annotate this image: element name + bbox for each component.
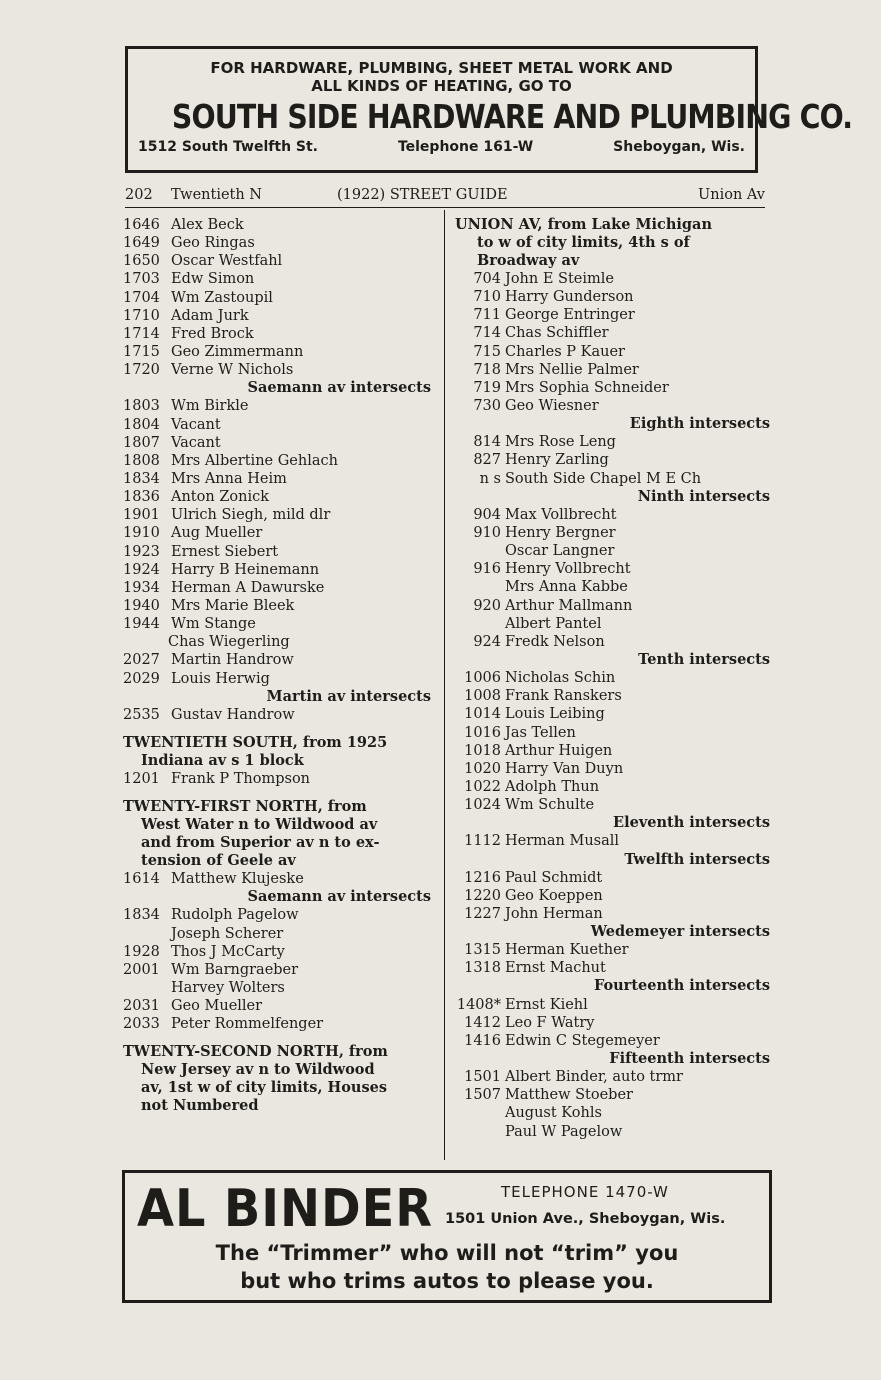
house-number: 1940 [123,597,160,614]
resident-name: Mrs Albertine Gehlach [171,452,338,469]
resident-name: Ernst Machut [505,960,606,977]
house-number: 1714 [123,325,160,342]
intersection-label: Ninth intersects [637,487,770,505]
resident-name: Ernst Kiehl [505,996,588,1013]
resident-name: Max Vollbrecht [505,506,617,523]
directory-entry [455,1086,770,1104]
header-left-title: Twentieth N [171,187,262,203]
resident-name: Henry Vollbrecht [505,561,631,578]
resident-name: Chas Schiffler [505,325,609,342]
house-number: 1018 [464,742,501,759]
directory-entry [455,669,770,687]
resident-name: Herman Kuether [505,942,629,959]
intersection-label: Martin av intersects [266,687,431,705]
ad-brand: AL BINDER [137,1179,433,1239]
house-number: 2001 [123,961,160,978]
directory-entry [123,397,441,415]
resident-name: George Entringer [505,307,635,324]
house-number: 1704 [123,289,160,306]
house-number: 1020 [464,760,501,777]
directory-entry [455,524,770,542]
resident-name: Matthew Stoeber [505,1087,633,1104]
right-column [455,216,770,1141]
directory-entry [455,941,770,959]
directory-entry [123,289,441,307]
directory-entry [455,324,770,342]
house-number: 1646 [123,217,160,233]
house-number: 1201 [123,770,160,787]
resident-name: Wm Zastoupil [171,289,273,306]
column-divider [444,210,445,1160]
house-number: 827 [473,452,501,469]
house-number: 1944 [123,616,160,633]
directory-entry [455,1104,770,1122]
directory-entry [455,1068,770,1086]
resident-name: Albert Binder, auto trmr [505,1069,683,1086]
house-number: 1803 [123,398,160,415]
header-right-title: Union Av [698,187,765,203]
street-heading-line: TWENTY-SECOND NORTH, from [123,1043,388,1061]
resident-name: Geo Zimmermann [171,343,304,360]
house-number: n s [479,470,501,487]
directory-entry [123,506,441,524]
resident-name: John E Steimle [505,271,614,287]
resident-name: Paul W Pagelow [505,1123,623,1140]
directory-entry [123,543,441,561]
resident-name: Nicholas Schin [505,670,616,687]
house-number: 711 [473,307,501,324]
directory-entry [455,306,770,324]
house-number: 1016 [464,724,501,741]
street-heading [123,1043,441,1115]
resident-name: Mrs Marie Bleek [171,597,295,614]
directory-entry [455,1032,770,1050]
resident-name: Mrs Anna Kabbe [505,579,628,596]
street-heading-line: UNION AV, from Lake Michigan [455,216,712,233]
resident-name: Geo Koeppen [505,887,603,904]
directory-entry [123,452,441,470]
resident-name: Geo Wiesner [505,397,599,414]
resident-name: Charles P Kauer [505,343,625,360]
directory-entry [455,270,770,288]
directory-entry [123,579,441,597]
house-number: 814 [473,434,501,451]
directory-entry [123,488,441,506]
resident-name: August Kohls [505,1105,602,1122]
house-number: 1807 [123,434,160,451]
house-number: 1834 [123,907,160,924]
house-number: 1710 [123,307,160,324]
resident-name: Louis Herwig [171,670,270,687]
house-number: 719 [473,379,501,396]
directory-entry [123,1015,441,1033]
house-number: 1923 [123,543,160,560]
resident-name: Joseph Scherer [171,925,284,942]
directory-entry [123,561,441,579]
bottom-advertisement [122,1170,772,1303]
resident-name: Frank Ranskers [505,688,622,705]
house-number: 1408* [456,996,501,1013]
directory-entry [455,615,770,633]
resident-name: Adolph Thun [505,778,600,795]
spacer [123,1033,441,1043]
directory-entry [123,670,441,688]
resident-name: Harry Van Duyn [505,760,624,777]
resident-name: Harvey Wolters [171,979,285,996]
ad-slogan-line-2: but who trims autos to please you. [240,1269,654,1293]
resident-name: Matthew Klujeske [171,871,304,888]
directory-entry [123,961,441,979]
resident-name: South Side Chapel M E Ch [505,470,702,487]
resident-name: Louis Leibing [505,706,605,723]
intersection-label: Twelfth intersects [624,850,770,868]
directory-entry [455,542,770,560]
resident-name: Herman Musall [505,833,620,850]
resident-name: Oscar Langner [505,543,615,560]
directory-entry [123,906,441,924]
house-number: 1934 [123,579,160,596]
house-number: 1715 [123,343,160,360]
house-number: 1924 [123,561,160,578]
directory-entry [455,905,770,923]
directory-entry [123,216,441,234]
ad-address: 1512 South Twelfth St. [138,139,318,155]
directory-entry [123,470,441,488]
house-number: 1808 [123,452,160,469]
directory-entry [123,252,441,270]
directory-entry [455,397,770,415]
directory-entry [123,270,441,288]
house-number: 2033 [123,1016,160,1033]
directory-entry [123,307,441,325]
resident-name: Mrs Anna Heim [171,470,287,487]
directory-entry [455,361,770,379]
resident-name: Albert Pantel [505,615,602,632]
house-number: 1024 [464,797,501,814]
directory-entry [455,343,770,361]
resident-name: Rudolph Pagelow [171,907,299,924]
resident-name: Wm Stange [171,616,256,633]
house-number: 1315 [464,942,501,959]
house-number: 1220 [464,887,501,904]
house-number: 1501 [464,1069,501,1086]
directory-entry [123,325,441,343]
house-number: 1014 [464,706,501,723]
house-number: 924 [473,633,501,650]
resident-name: Oscar Westfahl [171,253,283,270]
street-heading [123,798,441,870]
house-number: 904 [473,506,501,523]
intersection-label: Fourteenth intersects [593,977,770,995]
house-number: 730 [473,397,501,414]
house-number: 2031 [123,998,160,1015]
house-number: 1022 [464,778,501,795]
directory-entry [455,832,770,850]
street-heading-line: New Jersey av n to Wildwood [141,1061,375,1079]
resident-name: Fredk Nelson [505,633,605,650]
directory-entry [455,470,770,488]
resident-name: Wm Barngraeber [171,961,299,978]
resident-name: Harry Gunderson [505,289,634,306]
resident-name: Edwin C Stegemeyer [505,1032,660,1049]
house-number: 1216 [464,869,501,886]
directory-entry [123,615,441,633]
street-heading-line: and from Superior av n to ex- [141,834,380,852]
street-heading-line: av, 1st w of city limits, Houses [141,1079,388,1097]
resident-name: Martin Handrow [171,652,294,669]
resident-name: Herman A Dawurske [171,579,325,596]
resident-name: Mrs Nellie Palmer [505,361,639,378]
resident-name: Thos J McCarty [171,943,285,960]
street-heading [455,216,770,270]
resident-name: Geo Mueller [171,998,263,1015]
house-number: 1804 [123,416,160,433]
house-number: 1318 [464,960,501,977]
house-number: 1720 [123,362,160,379]
house-number: 1928 [123,943,160,960]
directory-entry [455,451,770,469]
directory-entry [123,979,441,997]
directory-entry [455,959,770,977]
directory-entry [123,870,441,888]
street-heading-line: Broadway av [477,252,580,269]
house-number: 1227 [464,905,501,922]
house-number: 715 [473,343,501,360]
intersection-label: Eleventh intersects [613,814,770,832]
resident-name: Wm Birkle [171,398,249,415]
directory-entry [123,343,441,361]
directory-entry [123,770,441,788]
directory-entry [455,597,770,615]
house-number: 1834 [123,470,160,487]
ad-bottom-address: 1501 Union Ave., Sheboygan, Wis. [445,1211,726,1227]
directory-entry [123,361,441,379]
resident-name: Verne W Nichols [171,362,294,379]
street-heading-line: Indiana av s 1 block [141,751,304,769]
directory-entry [455,633,770,651]
resident-name: Frank P Thompson [171,770,311,787]
directory-entry [123,997,441,1015]
house-number: 2029 [123,670,160,687]
ad-line-2: ALL KINDS OF HEATING, GO TO [311,77,572,95]
resident-name: Harry B Heinemann [171,561,320,578]
resident-name: Aug Mueller [171,525,263,542]
house-number: 2027 [123,652,160,669]
street-heading-line: TWENTY-FIRST NORTH, from [123,798,367,816]
house-number: 916 [473,561,501,578]
house-number: 1614 [123,871,160,888]
directory-entry [123,597,441,615]
resident-name: Ernest Siebert [171,543,279,560]
intersection-label: Fifteenth intersects [609,1050,770,1068]
ad-line-1: FOR HARDWARE, PLUMBING, SHEET METAL WORK AND [210,59,673,77]
spacer [123,788,441,798]
street-heading-line: West Water n to Wildwood av [141,816,378,834]
directory-entry [455,379,770,397]
directory-entry [455,724,770,742]
house-number: 2535 [123,706,160,723]
resident-name: Leo F Watry [505,1014,595,1031]
house-number: 1412 [464,1014,501,1031]
resident-name: Alex Beck [171,217,244,233]
directory-entry [123,925,441,943]
resident-name: Fred Brock [171,325,254,342]
house-number: 718 [473,361,501,378]
resident-name: Edw Simon [171,271,255,288]
directory-entry [123,706,441,724]
directory-entry [455,996,770,1014]
house-number: 1006 [464,670,501,687]
directory-entry [455,433,770,451]
resident-name: Paul Schmidt [505,869,603,886]
intersection-label: Tenth intersects [638,650,770,668]
directory-entry [123,434,441,452]
directory-entry [455,705,770,723]
resident-name: Arthur Huigen [505,742,613,759]
resident-name: Jas Tellen [505,724,576,741]
ad-telephone: Telephone 161-W [397,139,534,155]
street-heading-line: to w of city limits, 4th s of [477,234,690,251]
ad-slogan-line-1: The “Trimmer” who will not “trim” you [215,1241,679,1265]
house-number: 1650 [123,253,160,270]
directory-entry [455,869,770,887]
house-number: 1416 [464,1032,501,1049]
resident-name: Peter Rommelfenger [171,1016,324,1033]
house-number: 1910 [123,525,160,542]
ad-bottom-telephone: TELEPHONE 1470-W [501,1183,669,1201]
directory-entry [455,778,770,796]
resident-name: Vacant [171,416,221,433]
resident-name: Arthur Mallmann [505,597,633,614]
directory-entry [123,234,441,252]
directory-entry [123,633,441,651]
resident-name: Geo Ringas [171,235,255,252]
intersection-label: Wedemeyer intersects [590,923,770,941]
intersection-label: Saemann av intersects [247,888,431,906]
directory-entry [123,416,441,434]
house-number: 920 [473,597,501,614]
header-center-title: (1922) STREET GUIDE [337,187,508,203]
directory-entry [455,742,770,760]
directory-entry [455,578,770,596]
house-number: 1901 [123,507,160,524]
directory-entry [455,796,770,814]
house-number: 1836 [123,489,160,506]
house-number: 714 [473,325,501,342]
house-number: 704 [473,271,501,287]
resident-name: Mrs Sophia Schneider [505,379,669,396]
left-column [123,216,441,1115]
page-number: 202 [125,187,153,203]
resident-name: John Herman [505,905,603,922]
house-number: 1703 [123,271,160,288]
directory-entry [123,524,441,542]
house-number: 1112 [464,833,501,850]
house-number: 1649 [123,235,160,252]
street-heading-line: TWENTIETH SOUTH, from 1925 [123,733,388,751]
directory-entry [455,887,770,905]
directory-entry [455,288,770,306]
directory-entry [455,760,770,778]
resident-name: Adam Jurk [171,307,249,324]
resident-name: Gustav Handrow [171,706,295,723]
resident-name: Henry Zarling [505,452,609,469]
resident-name: Mrs Rose Leng [505,434,616,451]
house-number: 1507 [464,1087,501,1104]
house-number: 1008 [464,688,501,705]
directory-entry [123,651,441,669]
page-header [125,185,765,208]
intersection-label: Saemann av intersects [247,379,431,397]
ad-slogan [125,1239,769,1295]
resident-name: Wm Schulte [505,797,595,814]
resident-name: Henry Bergner [505,524,616,541]
resident-name: Chas Wiegerling [168,634,290,651]
house-number: 910 [473,524,501,541]
intersection-label: Eighth intersects [629,415,770,433]
ad-city: Sheboygan, Wis. [613,139,745,155]
street-heading-line: not Numbered [141,1097,259,1115]
spacer [123,724,441,734]
street-heading-line: tension of Geele av [141,852,296,870]
resident-name: Vacant [171,434,221,451]
directory-entry [455,687,770,705]
resident-name: Anton Zonick [171,489,270,506]
directory-entry [455,506,770,524]
top-advertisement [125,46,853,173]
directory-entry [455,1123,770,1141]
directory-entry [455,560,770,578]
resident-name: Ulrich Siegh, mild dlr [171,507,331,524]
directory-entry [455,1014,770,1032]
directory-entry [123,943,441,961]
house-number: 710 [473,289,501,306]
ad-company-name: SOUTH SIDE HARDWARE AND PLUMBING CO. [171,97,853,136]
street-heading [123,734,441,770]
